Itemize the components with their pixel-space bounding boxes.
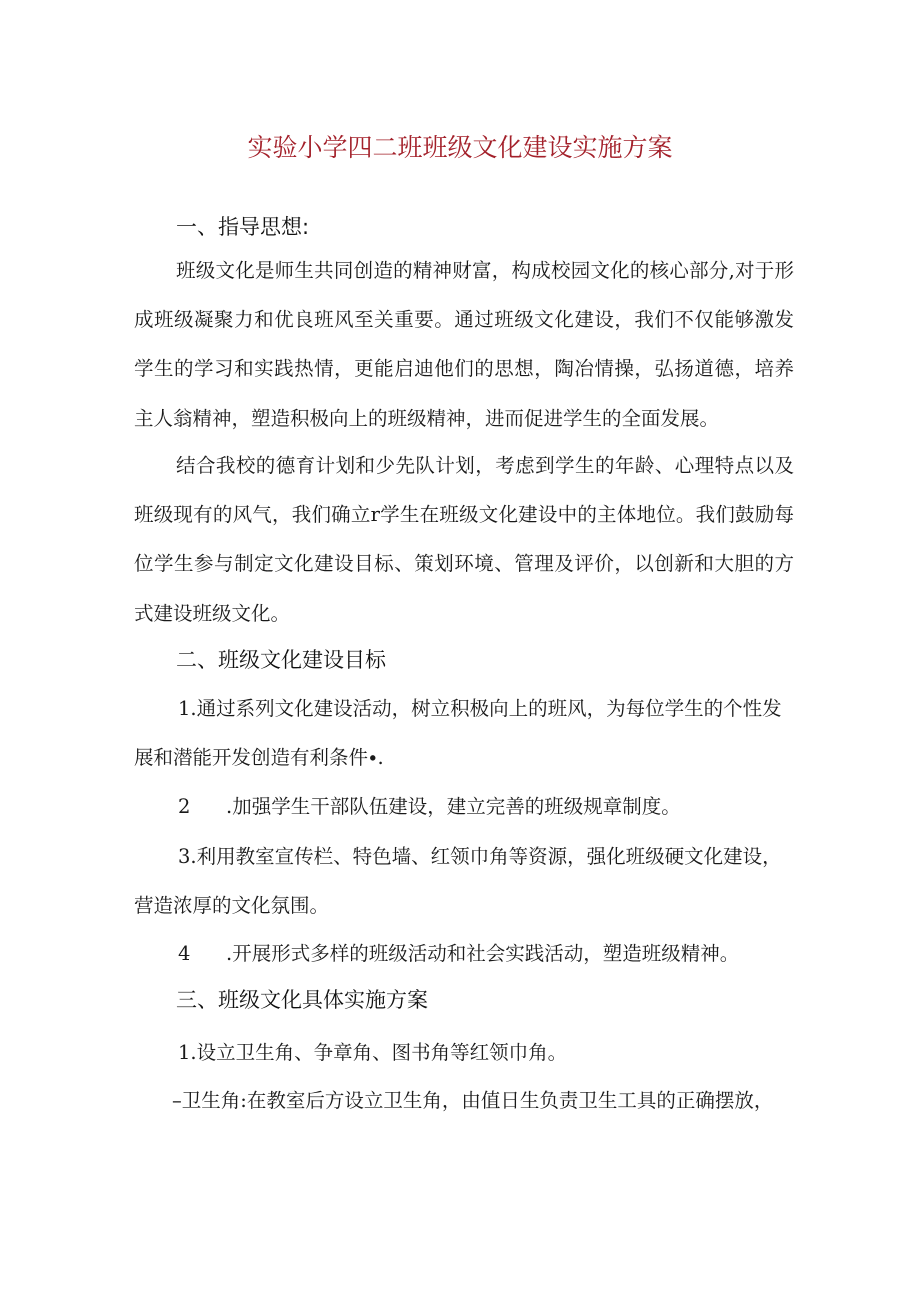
goal-item-number: 4 <box>178 942 191 965</box>
section-heading-implementation: 三、班级文化具体实施方案 <box>176 988 428 1012</box>
implementation-item-text: .设立卫生角、争章角、图书角等红领巾角。 <box>190 1041 568 1064</box>
goal-item-text: .加强学生干部队伍建设，建立完善的班级规章制度。 <box>226 795 681 818</box>
hygiene-corner-line <box>172 1086 812 1116</box>
section-heading-guiding-ideology: 一、指导思想: <box>176 215 310 239</box>
hygiene-corner-label: –卫生角 <box>172 1089 241 1112</box>
goal-item-4 <box>134 929 794 978</box>
paragraph-guiding-ideology-1: 班级文化是师生共同创造的精神财富，构成校园文化的核心部分,对于形成班级凝聚力和优良班风至关重要。通过班级文化建设，我们不仅能够激发学生的学习和实践热情，更能启迪他们的思想，陶冶情操，弘扬道德，培养主人翁精神，塑造积极向上的班级精神，进而促进学生的全面发展。 <box>134 259 794 430</box>
goal-item-number: 2 <box>178 795 191 818</box>
goal-item-text: .通过系列文化建设活动，树立积极向上的班风，为每位学生的个性发展和潜能开发创造有利条件∙. <box>134 697 782 769</box>
implementation-item-number: 1 <box>178 1041 191 1064</box>
goal-item-text: .利用教室宣传栏、特色墙、红领巾角等资源，强化班级硬文化建设，营造浓厚的文化氛围。 <box>134 845 782 917</box>
document-title: 实验小学四二班班级文化建设实施方案 <box>247 133 673 162</box>
paragraph-guiding-ideology-2: 结合我校的德育计划和少先队计划，考虑到学生的年龄、心理特点以及班级现有的风气，我们确立r学生在班级文化建设中的主体地位。我们鼓励每位学生参与制定文化建设目标、策划环境、管理及评价，以创新和大胆的方式建设班级文化。 <box>134 454 794 625</box>
goal-item-3 <box>134 832 794 930</box>
goal-item-number: 3 <box>178 845 191 868</box>
goal-item-text: .开展形式多样的班级活动和社会实践活动，塑造班级精神。 <box>226 942 740 965</box>
goal-item-1 <box>134 684 794 782</box>
goal-item-number: 1 <box>178 697 191 720</box>
hygiene-corner-text: :在教室后方设立卫生角，由值日生负责卫生工具的正确摆放， <box>240 1089 774 1112</box>
section-heading-goals: 二、班级文化建设目标 <box>176 648 386 672</box>
goal-item-2 <box>134 782 794 831</box>
implementation-item-1 <box>134 1028 794 1077</box>
